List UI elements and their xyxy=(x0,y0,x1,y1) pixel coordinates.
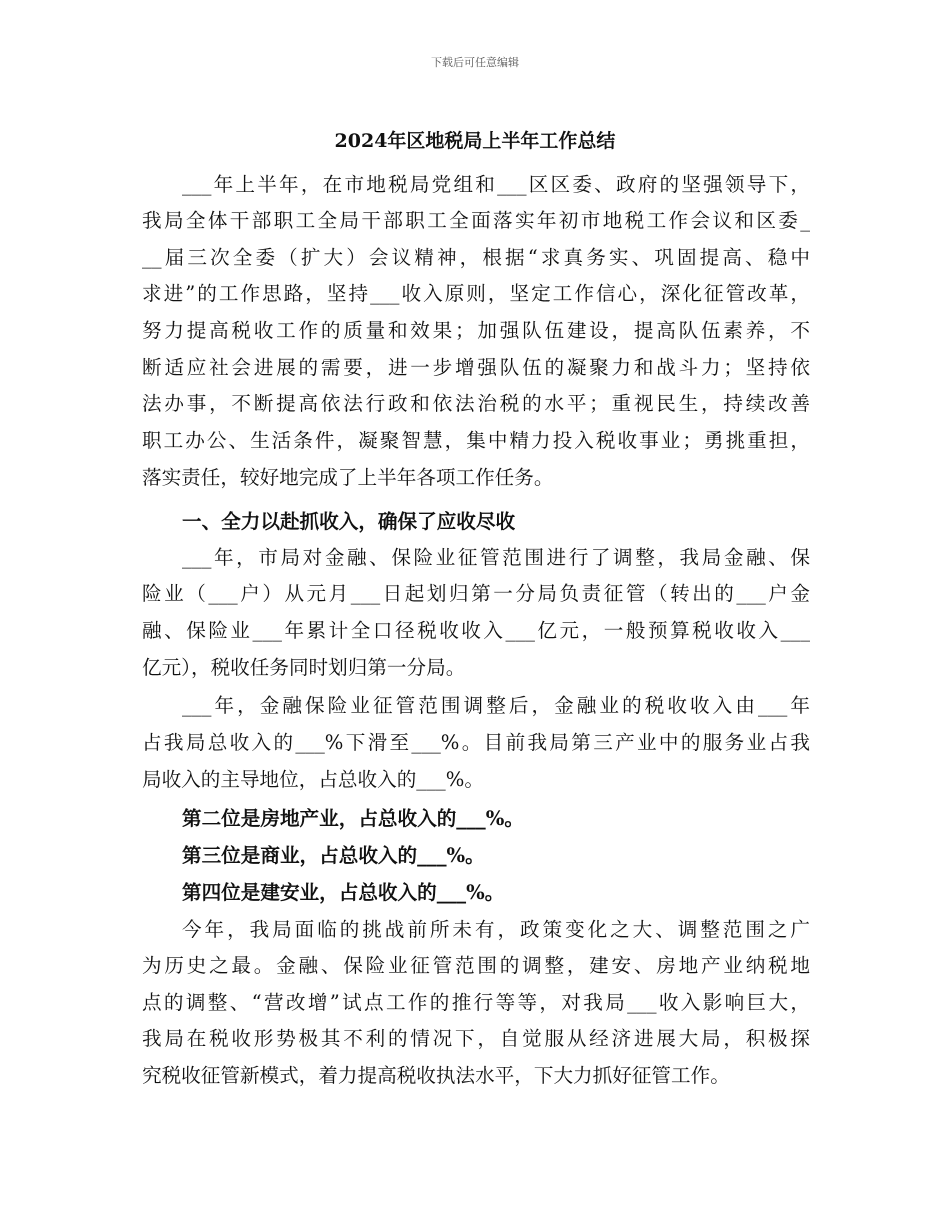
paragraph-line: 我局全体干部职工全局干部职工全面落实年初市地税工作会议和区委_ xyxy=(142,209,810,232)
paragraph-line: 法办事，不断提高依法行政和依法治税的水平；重视民生，持续改善 xyxy=(142,392,810,415)
paragraph-line: ___年，金融保险业征管范围调整后，金融业的税收收入由___年 xyxy=(182,694,810,717)
paragraph-line: ___年，市局对金融、保险业征管范围进行了调整，我局金融、保 xyxy=(182,546,810,569)
paragraph-line: __届三次全委（扩大）会议精神，根据“求真务实、巩固提高、稳中 xyxy=(142,246,810,269)
paragraph-line: 我局在税收形势极其不利的情况下，自觉服从经济进展大局，积极探 xyxy=(142,1027,810,1050)
bold-line: 第四位是建安业，占总收入的___%。 xyxy=(182,881,505,904)
paragraph-line: 求进”的工作思路，坚持___收入原则，坚定工作信心，深化征管改革， xyxy=(142,282,810,305)
paragraph-line: 努力提高税收工作的质量和效果；加强队伍建设，提高队伍素养，不 xyxy=(142,319,810,342)
page-header: 下载后可任意编辑 xyxy=(431,56,519,69)
paragraph-line: 局收入的主导地位，占总收入的___%。 xyxy=(142,768,484,791)
bold-line: 第三位是商业，占总收入的___%。 xyxy=(182,844,485,867)
document-title: 2024年区地税局上半年工作总结 xyxy=(334,130,616,152)
paragraph-line: 职工办公、生活条件，凝聚智慧，集中精力投入税收事业；勇挑重担， xyxy=(142,429,810,452)
paragraph-line: 今年，我局面临的挑战前所未有，政策变化之大、调整范围之广 xyxy=(182,918,810,941)
paragraph-line: 险业（___户）从元月___日起划归第一分局负责征管（转出的___户金 xyxy=(142,582,810,605)
paragraph-line: 断适应社会进展的需要，进一步增强队伍的凝聚力和战斗力；坚持依 xyxy=(142,356,810,379)
paragraph-line: 点的调整、“营改增”试点工作的推行等等，对我局___收入影响巨大， xyxy=(142,991,810,1014)
paragraph-line: 为历史之最。金融、保险业征管范围的调整，建安、房地产业纳税地 xyxy=(142,954,810,977)
paragraph-line: 亿元），税收任务同时划归第一分局。 xyxy=(142,656,466,679)
paragraph-line: 融、保险业___年累计全口径税收收入___亿元，一般预算税收收入___ xyxy=(142,619,810,642)
bold-line: 第二位是房地产业，占总收入的___%。 xyxy=(182,807,524,830)
paragraph-line: 落实责任，较好地完成了上半年各项工作任务。 xyxy=(142,466,554,489)
paragraph-line: 究税收征管新模式，着力提高税收执法水平，下大力抓好征管工作。 xyxy=(142,1064,730,1087)
paragraph-line: ___年上半年，在市地税局党组和___区区委、政府的坚强领导下， xyxy=(182,173,810,196)
section-heading: 一、全力以赴抓收入，确保了应收尽收 xyxy=(182,510,516,533)
paragraph-line: 占我局总收入的___%下滑至___%。目前我局第三产业中的服务业占我 xyxy=(142,731,810,754)
